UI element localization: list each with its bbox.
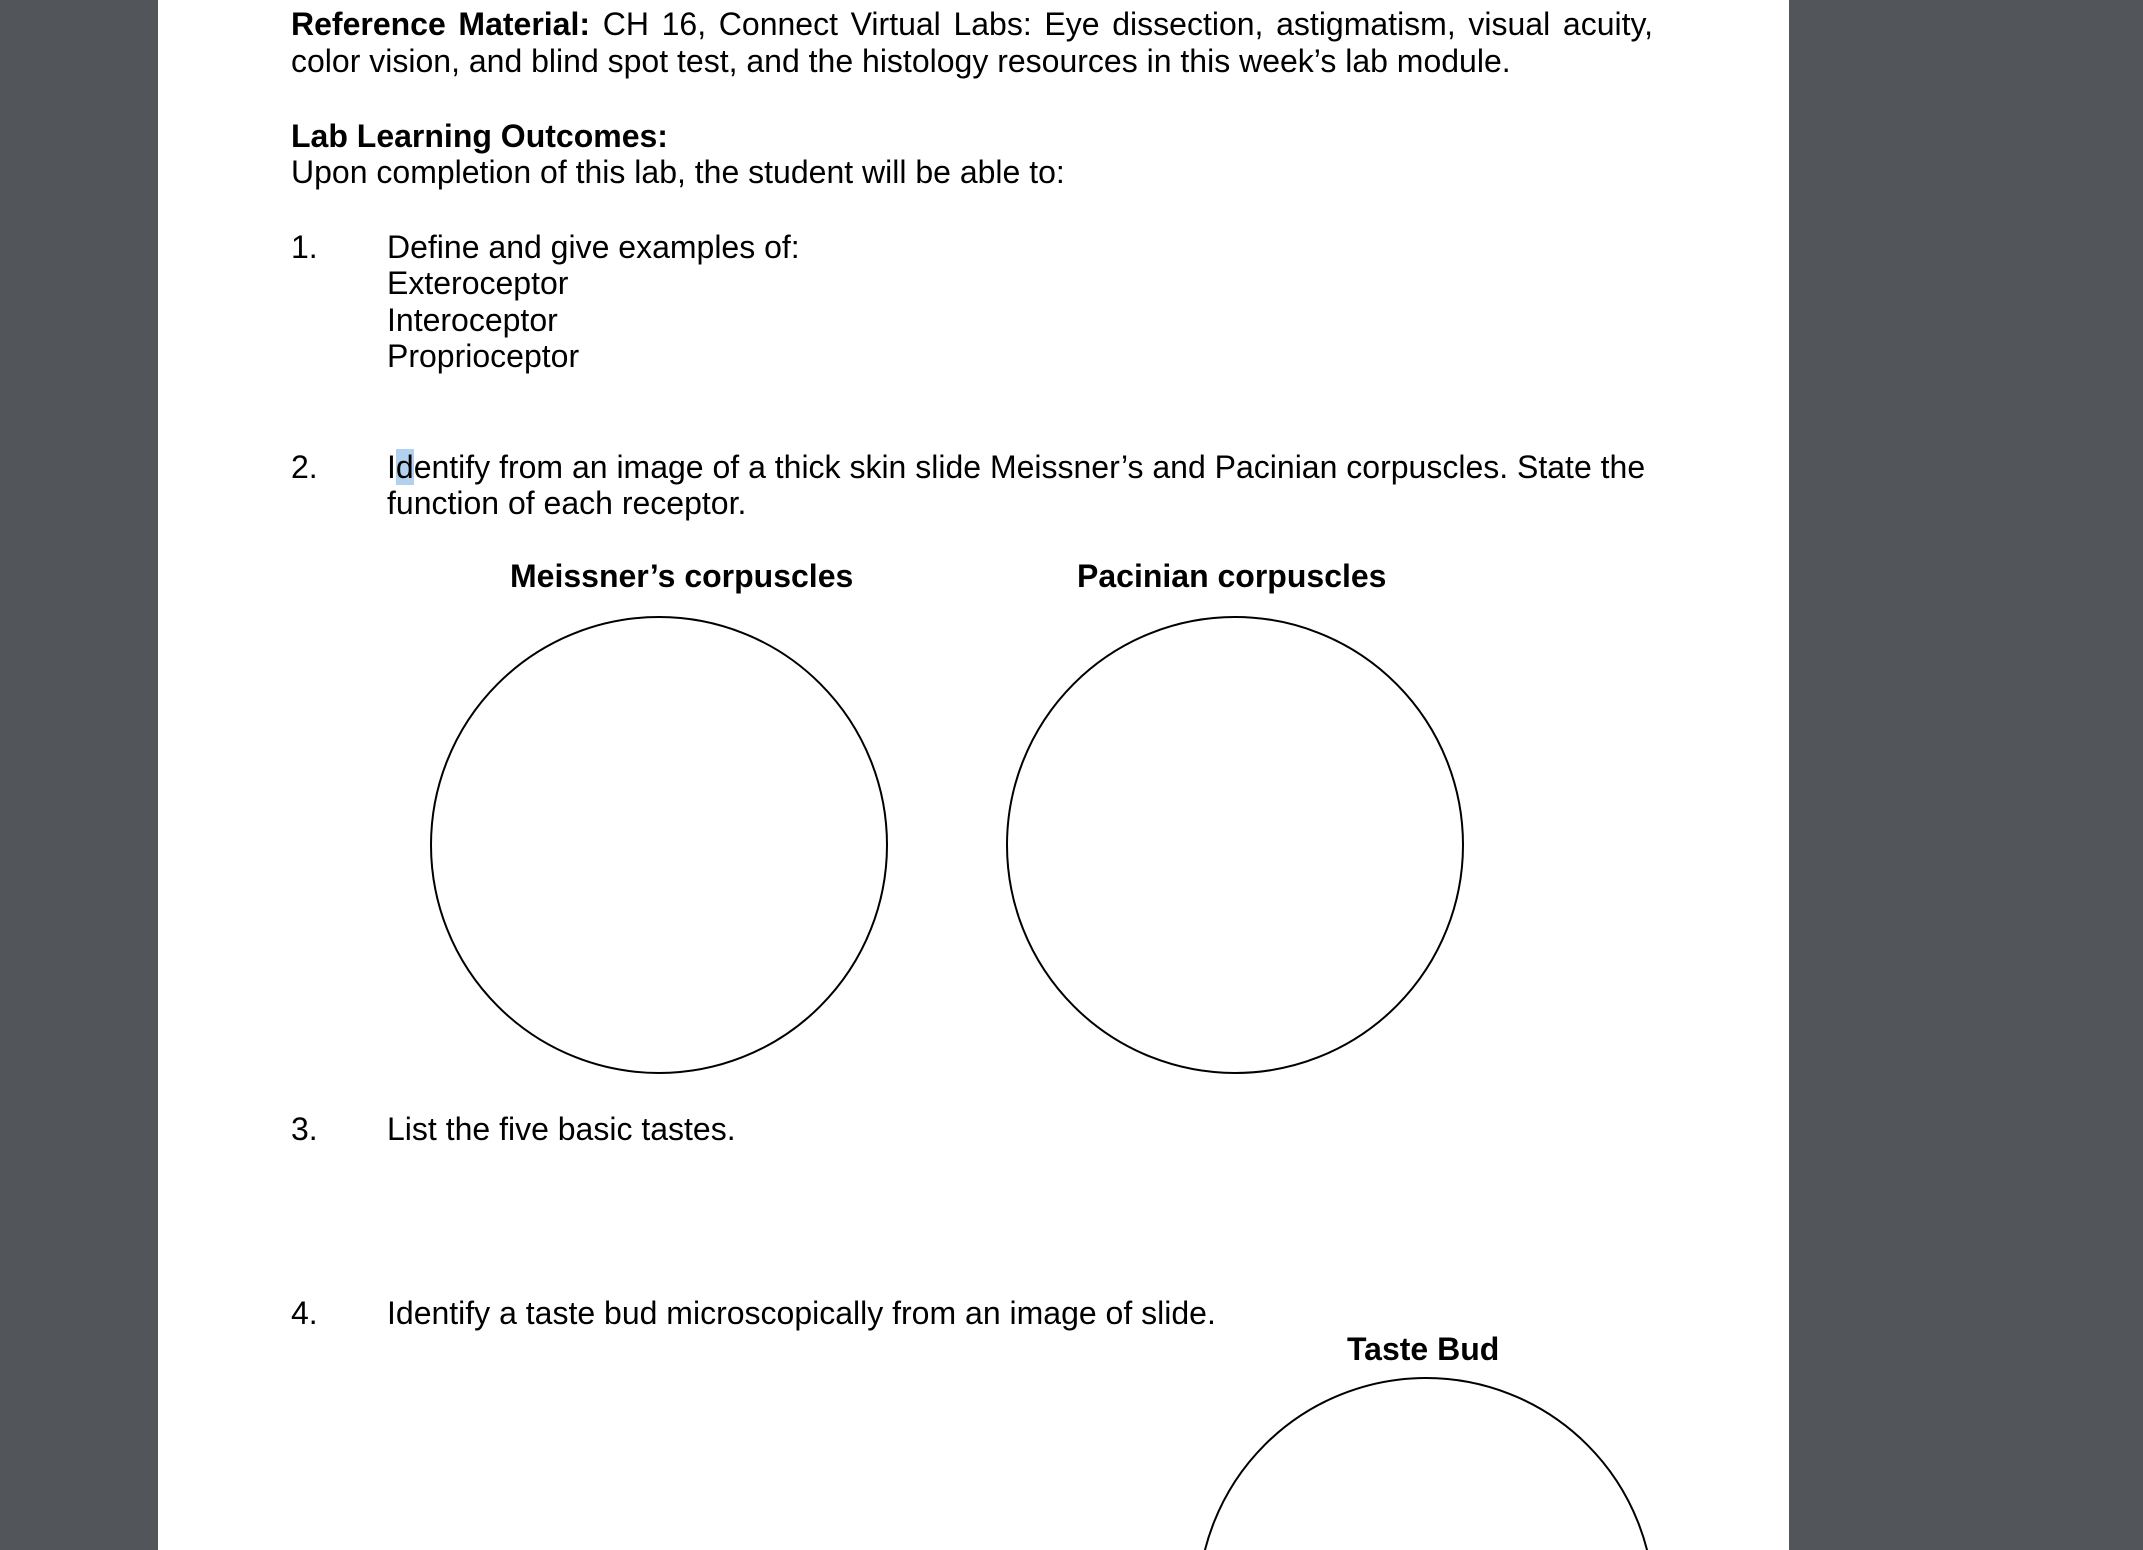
item-2-text-rest: entify from an image of a thick skin slide Meissner’s and Pacinian corpuscles. State the <box>413 449 1646 485</box>
pacinian-drawing-circle <box>1006 616 1464 1074</box>
reference-text-1: CH 16, Connect Virtual Labs: Eye dissection, astigmatism, visual acuity, <box>602 6 1654 42</box>
taste-bud-drawing-circle <box>1197 1377 1655 1550</box>
taste-bud-caption: Taste Bud <box>1347 1331 1500 1367</box>
outcomes-heading: Lab Learning Outcomes: <box>291 118 668 154</box>
item-2-text <box>387 449 1645 486</box>
pacinian-caption: Pacinian corpuscles <box>1077 558 1387 594</box>
text-cursor-highlight[interactable]: d <box>395 449 414 485</box>
reference-material <box>291 6 1653 80</box>
item-3-text: List the five basic tastes. <box>387 1111 736 1147</box>
item-1-number: 1. <box>291 229 318 265</box>
item-2-text-first-char: I <box>387 449 396 485</box>
meissner-drawing-circle <box>430 616 888 1074</box>
item-4-text: Identify a taste bud microscopically from an image of slide. <box>387 1295 1216 1331</box>
item-3-number: 3. <box>291 1111 318 1147</box>
reference-line-2: color vision, and blind spot test, and the histology resources in this week’s lab module. <box>291 43 1511 79</box>
reference-label: Reference Material: <box>291 6 591 42</box>
item-1-subitem-exteroceptor: Exteroceptor <box>387 265 569 301</box>
document-page <box>158 0 1789 1550</box>
meissner-caption: Meissner’s corpuscles <box>510 558 854 594</box>
reference-line-1 <box>291 6 1653 43</box>
item-1-subitem-proprioceptor: Proprioceptor <box>387 338 580 374</box>
item-2-text-line-2: function of each receptor. <box>387 485 747 521</box>
outcomes-intro: Upon completion of this lab, the student will be able to: <box>291 154 1065 190</box>
item-1-text: Define and give examples of: <box>387 229 800 265</box>
item-4-number: 4. <box>291 1295 318 1331</box>
item-2-number: 2. <box>291 449 318 485</box>
item-1-subitem-interoceptor: Interoceptor <box>387 302 558 338</box>
